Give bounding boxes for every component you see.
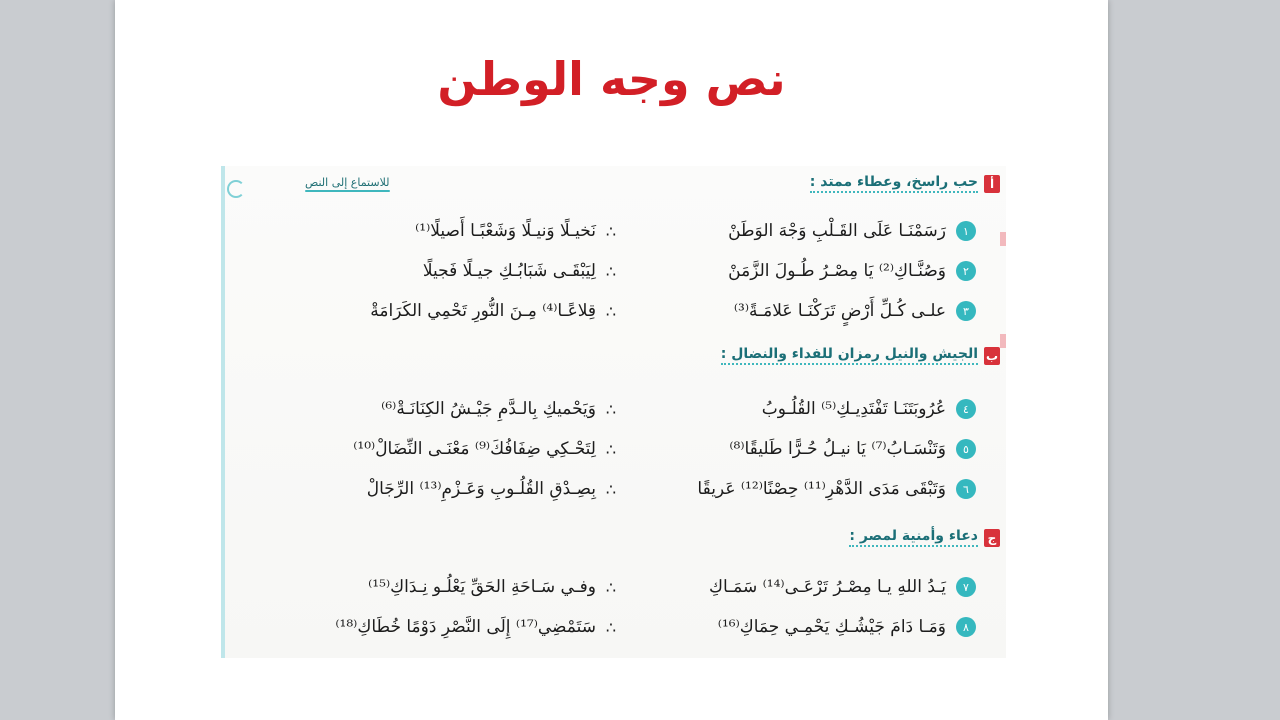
verse-number: ٢ (956, 261, 976, 281)
verse-separator: ∴ (605, 399, 617, 419)
section-title: دعاء وأمنية لمصر : (849, 528, 978, 547)
section-title: الجيش والنيل رمزان للفداء والنضال : (721, 346, 978, 365)
verse-first-hemistich: رَسَمْنَـا عَلَى القَـلْبِ وَجْهَ الوَطَنْ (728, 221, 946, 241)
page-edge-mark (1000, 334, 1006, 348)
section-title: حب راسخ، وعطاء ممتد : (810, 174, 978, 193)
verse-second-hemistich: وفـي سَـاحَةِ الحَقِّ يَعْلُـو نِـدَاكِ⁽¹⁵⁾ (368, 577, 596, 597)
section-heading-c (849, 528, 1000, 547)
verse-line (285, 216, 976, 246)
page-edge-mark (1000, 232, 1006, 246)
verse-separator: ∴ (605, 439, 617, 459)
verse-first-hemistich: وَتَنْسَـابُ⁽⁷⁾ يَا نيـلُ حُـرًّا طَليقًا⁽⁸⁾ (729, 439, 946, 459)
verse-separator: ∴ (605, 221, 617, 241)
section-letter: ج (984, 529, 1000, 547)
verse-line (285, 434, 976, 464)
verse-number: ٨ (956, 617, 976, 637)
scanned-page (221, 166, 1006, 658)
verse-second-hemistich: لِيَبْقَـى شَبَابُـكِ جيـلًا فَجيلًا (422, 261, 596, 281)
verse-second-hemistich: بِصِـدْقِ القُلُـوبِ وَعَـزْمِ⁽¹³⁾ الرِّجَالْ (366, 479, 596, 499)
verse-number: ٦ (956, 479, 976, 499)
verse-first-hemistich: وَتَبْقَى مَدَى الدَّهْرِ⁽¹¹⁾ حِصْنًا⁽¹²⁾ عَريقًا (697, 479, 946, 499)
verse-number: ٣ (956, 301, 976, 321)
verse-separator: ∴ (605, 301, 617, 321)
verse-line (285, 572, 976, 602)
verse-first-hemistich: وَصُنَّـاكِ⁽²⁾ يَا مِصْـرُ طُـولَ الزَّمَنْ (728, 261, 946, 281)
verse-number: ٧ (956, 577, 976, 597)
verse-first-hemistich: علـى كُـلِّ أَرْضٍ تَرَكْنَـا عَلامَـةً⁽³⁾ (733, 301, 946, 321)
verse-line (285, 612, 976, 642)
verse-second-hemistich: قِلاعًـا⁽⁴⁾ مِـنَ النُّورِ تَحْمِي الكَرَامَةْ (370, 301, 596, 321)
verse-second-hemistich: سَتَمْضِي⁽¹⁷⁾ إِلَى النَّصْرِ دَوْمًا خُطَاكِ⁽¹⁸⁾ (335, 617, 596, 637)
verse-number: ٤ (956, 399, 976, 419)
section-heading-a (810, 174, 1000, 193)
verse-second-hemistich: وَيَحْميكِ بِالـدَّمِ جَيْـشُ الكِنَانَـةْ⁽⁶⁾ (381, 399, 596, 419)
verse-first-hemistich: عُرُوبَتَنَـا تَفْتَدِيـكِ⁽⁵⁾ القُلُـوبُ (761, 399, 946, 419)
slide (115, 0, 1108, 720)
verse-separator: ∴ (605, 577, 617, 597)
listen-label: للاستماع إلى النص (305, 176, 390, 189)
verse-line (285, 256, 976, 286)
verse-first-hemistich: وَمَـا دَامَ جَيْشُـكِ يَحْمِـي حِمَاكِ⁽¹⁶⁾ (717, 617, 946, 637)
verse-line (285, 394, 976, 424)
verse-separator: ∴ (605, 617, 617, 637)
verse-separator: ∴ (605, 479, 617, 499)
section-letter: أ (984, 175, 1000, 193)
verse-line (285, 296, 976, 326)
slide-title: نص وجه الوطن (437, 52, 786, 106)
verse-first-hemistich: يَـدُ اللهِ يـا مِصْـرُ تَرْعَـى⁽¹⁴⁾ سَمَـاكِ (708, 577, 946, 597)
verse-number: ٥ (956, 439, 976, 459)
section-heading-b (721, 346, 1000, 365)
verse-line (285, 474, 976, 504)
verse-second-hemistich: لِتَحْـكِي ضِفَافُكَ⁽⁹⁾ مَعْنَـى النِّضَالْ⁽¹⁰⁾ (353, 439, 596, 459)
verse-second-hemistich: نَخيـلًا وَنيـلًا وَشَعْبًـا أَصيلًا⁽¹⁾ (415, 221, 596, 241)
verse-separator: ∴ (605, 261, 617, 281)
section-letter: ب (985, 348, 999, 363)
verse-number: ١ (956, 221, 976, 241)
decorative-swirl-icon (227, 180, 245, 198)
